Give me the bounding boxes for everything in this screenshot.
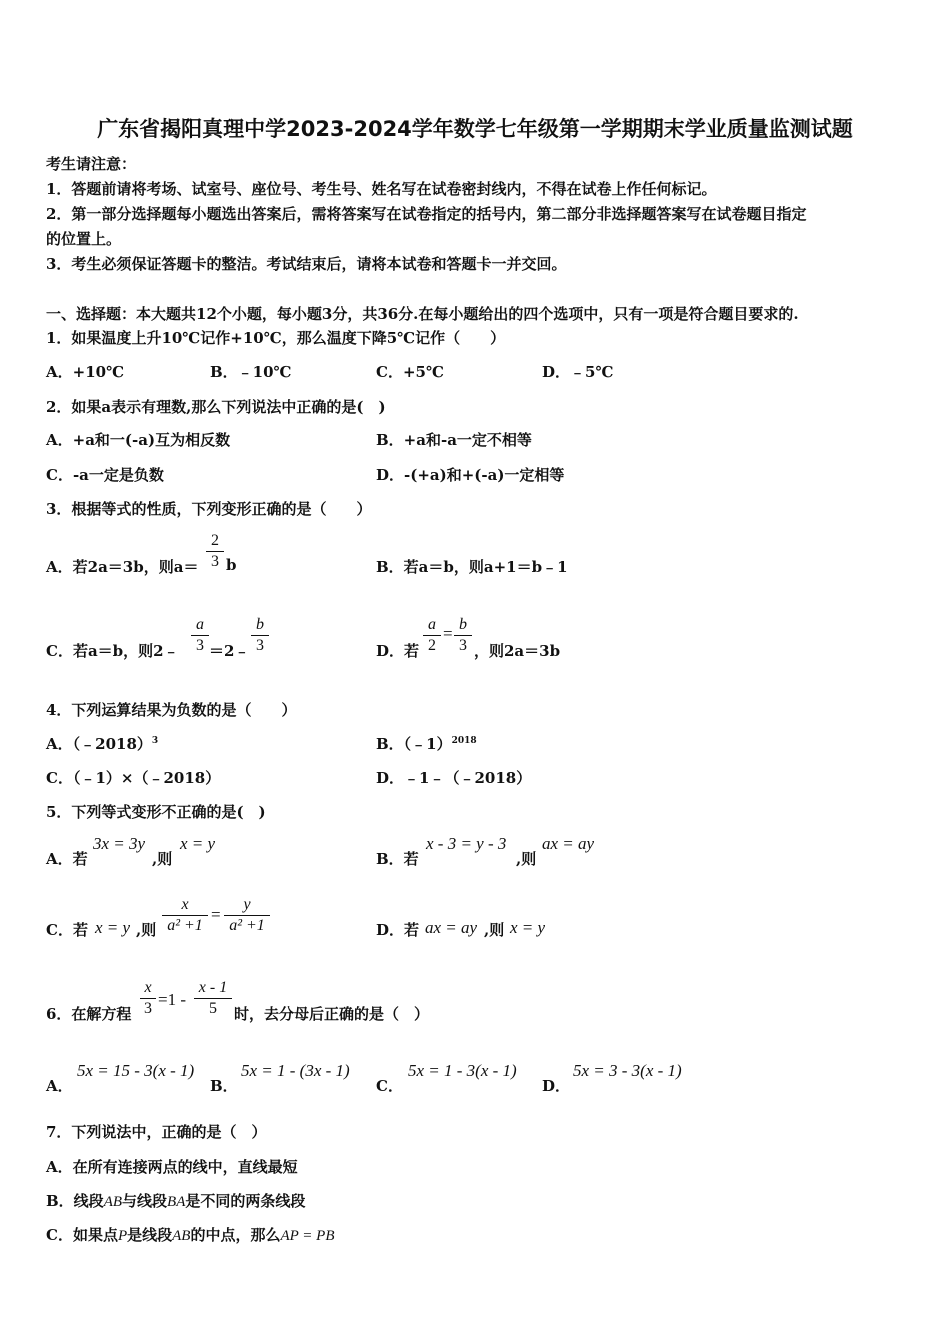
q6-option-a-label: A． [46,1077,73,1095]
question-5-stem: 5．下列等式变形不正确的是( ) [46,803,266,821]
q4-option-a-exponent: 3 [151,736,159,746]
q5-option-a-label: A．若 [46,850,88,868]
fraction-numerator: x - 1 [198,979,228,996]
q3-option-c-prefix: C．若a＝b，则2﹣ [46,642,179,660]
q4-option-b-text: B．（﹣1） [376,735,452,753]
q5-option-a-math-1: 3x = 3y [93,834,146,853]
question-7-stem: 7．下列说法中，正确的是（ ） [46,1123,267,1141]
q5-option-d-math-1: ax = ay [425,918,478,937]
q6-option-d-math: 5x = 3 - 3(x - 1) [573,1061,682,1080]
q4-option-a [46,733,158,754]
question-2-stem: 2．如果a表示有理数,那么下列说法中正确的是( ) [46,398,386,416]
q2-option-b: B．+a和-a一定不相等 [376,431,532,449]
q5-option-c-math-1: x = y [95,918,131,937]
q4-option-b-exponent: 2018 [451,736,477,746]
q7-option-a: A．在所有连接两点的线中，直线最短 [46,1158,298,1176]
q7-option-b-prefix: B．线段 [46,1192,104,1210]
q3-option-c-fraction-1 [191,615,209,656]
q6-option-b-label: B． [210,1077,238,1095]
fraction-numerator: 2 [211,532,219,549]
q4-option-c: C．（﹣1）×（﹣2018） [46,769,221,787]
q7-option-b-math-1: AB [103,1194,123,1210]
fraction-denominator: a² +1 [167,917,203,934]
q5-option-b-math-1: x - 3 = y - 3 [426,834,507,853]
q4-option-d: D．﹣1﹣（﹣2018） [376,769,532,787]
notice-item-2: 2．第一部分选择题每小题选出答案后，需将答案写在试卷指定的括号内，第二部分非选择题答案写在试卷题目指定 [46,205,807,223]
q7-option-c-mid2: 的中点，那么 [190,1226,281,1244]
q1-option-d: D．﹣5℃ [542,363,614,381]
fraction-denominator: 3 [196,637,204,654]
question-6-stem-prefix: 6．在解方程 [46,1005,132,1023]
fraction-denominator: 2 [428,637,436,654]
fraction-denominator: 3 [256,637,264,654]
q6-mid: =1 - [158,990,186,1009]
question-3-stem: 3．根据等式的性质，下列变形正确的是（ ） [46,500,372,518]
fraction-numerator: y [243,896,251,913]
q7-option-c-math-1: P [117,1228,128,1244]
q5-option-b-then: ,则 [516,850,537,868]
q3-option-a-fraction [206,531,224,572]
fraction-denominator: 5 [209,1000,217,1017]
q3-option-c-mid: ＝2﹣ [209,642,250,660]
question-4-stem: 4．下列运算结果为负数的是（ ） [46,701,297,719]
q5-option-a-then: ,则 [152,850,173,868]
q3-option-d-suffix: ，则2a＝3b [474,642,561,660]
notice-item-3: 3．考生必须保证答题卡的整洁。考试结束后，请将本试卷和答题卡一并交回。 [46,255,567,273]
q3-option-d-fraction-2 [454,615,472,656]
q2-option-a: A．+a和一(-a)互为相反数 [46,431,231,449]
question-1-stem: 1．如果温度上升10℃记作+10℃，那么温度下降5℃记作（ ） [46,329,506,347]
fraction-numerator: a [428,616,436,633]
q3-option-d-equals: = [443,624,453,643]
q2-option-d: D．-(+a)和+(-a)一定相等 [376,466,565,484]
q6-option-d-label: D． [542,1077,571,1095]
q1-option-c: C．+5℃ [376,363,444,381]
q5-option-a-math-2: x = y [180,834,216,853]
q5-option-d-then: ,则 [484,921,505,939]
fraction-numerator: b [256,616,264,633]
q6-fraction-2 [194,978,232,1019]
q3-option-a-prefix: A．若2a＝3b，则a＝ [46,558,199,576]
notice-item-1: 1．答题前请将考场、试室号、座位号、考生号、姓名写在试卷密封线内，不得在试卷上作任何标记。 [46,180,717,198]
q7-option-c-math-2: AB [172,1228,191,1244]
q4-option-b [376,733,477,754]
q1-option-b: B．﹣10℃ [210,363,292,381]
fraction-denominator: a² +1 [229,917,265,934]
q5-option-b-label: B．若 [376,850,419,868]
notice-heading: 考生请注意： [46,155,137,173]
q5-option-c-then: ,则 [136,921,157,939]
q3-option-c-fraction-2 [251,615,269,656]
q3-option-d-fraction-1 [423,615,441,656]
q2-option-c: C．-a一定是负数 [46,466,164,484]
q7-option-c [46,1224,335,1245]
q7-option-b-math-2: BA [167,1194,186,1210]
q5-option-b-math-2: ax = ay [542,834,595,853]
q6-fraction-1 [140,978,156,1019]
q7-option-c-mid: 是线段 [127,1226,173,1244]
notice-item-2-cont: 的位置上。 [46,230,122,248]
q6-option-c-label: C． [376,1077,403,1095]
section-heading: 一、选择题：本大题共12个小题，每小题3分，共36分.在每小题给出的四个选项中，只有一项是符合题目要求的. [46,305,799,323]
q7-option-b-mid: 与线段 [122,1192,168,1210]
q5-option-c-fraction-1 [162,895,208,936]
q4-option-a-text: A．（﹣2018） [46,735,152,753]
fraction-denominator: 3 [459,637,467,654]
q7-option-b [46,1190,305,1211]
fraction-denominator: 3 [144,1000,152,1017]
q5-option-c-fraction-2 [224,895,270,936]
q6-option-b-math: 5x = 1 - (3x - 1) [241,1061,350,1080]
fraction-numerator: x [144,979,152,996]
q1-option-a: A．+10℃ [46,363,125,381]
fraction-numerator: a [196,616,204,633]
q6-option-a-math: 5x = 15 - 3(x - 1) [77,1061,195,1080]
question-6-stem-suffix: 时，去分母后正确的是（ ） [234,1005,430,1023]
q5-option-d-label: D．若 [376,921,420,939]
fraction-numerator: b [459,616,467,633]
fraction-denominator: 3 [211,553,219,570]
q3-option-d-prefix: D．若 [376,642,420,660]
q6-option-c-math: 5x = 1 - 3(x - 1) [408,1061,517,1080]
q7-option-c-prefix: C．如果点 [46,1226,118,1244]
page-title: 广东省揭阳真理中学2023-2024学年数学七年级第一学期期末学业质量监测试题 [97,117,853,141]
q3-option-b: B．若a＝b，则a+1＝b﹣1 [376,558,568,576]
q3-option-a-suffix: b [226,556,237,574]
q7-option-c-math-3: AP = PB [280,1228,335,1244]
q5-option-c-equals: = [211,905,221,924]
q7-option-b-suffix: 是不同的两条线段 [185,1192,306,1210]
q5-option-c-label: C．若 [46,921,88,939]
fraction-numerator: x [181,896,189,913]
q5-option-d-math-2: x = y [510,918,546,937]
